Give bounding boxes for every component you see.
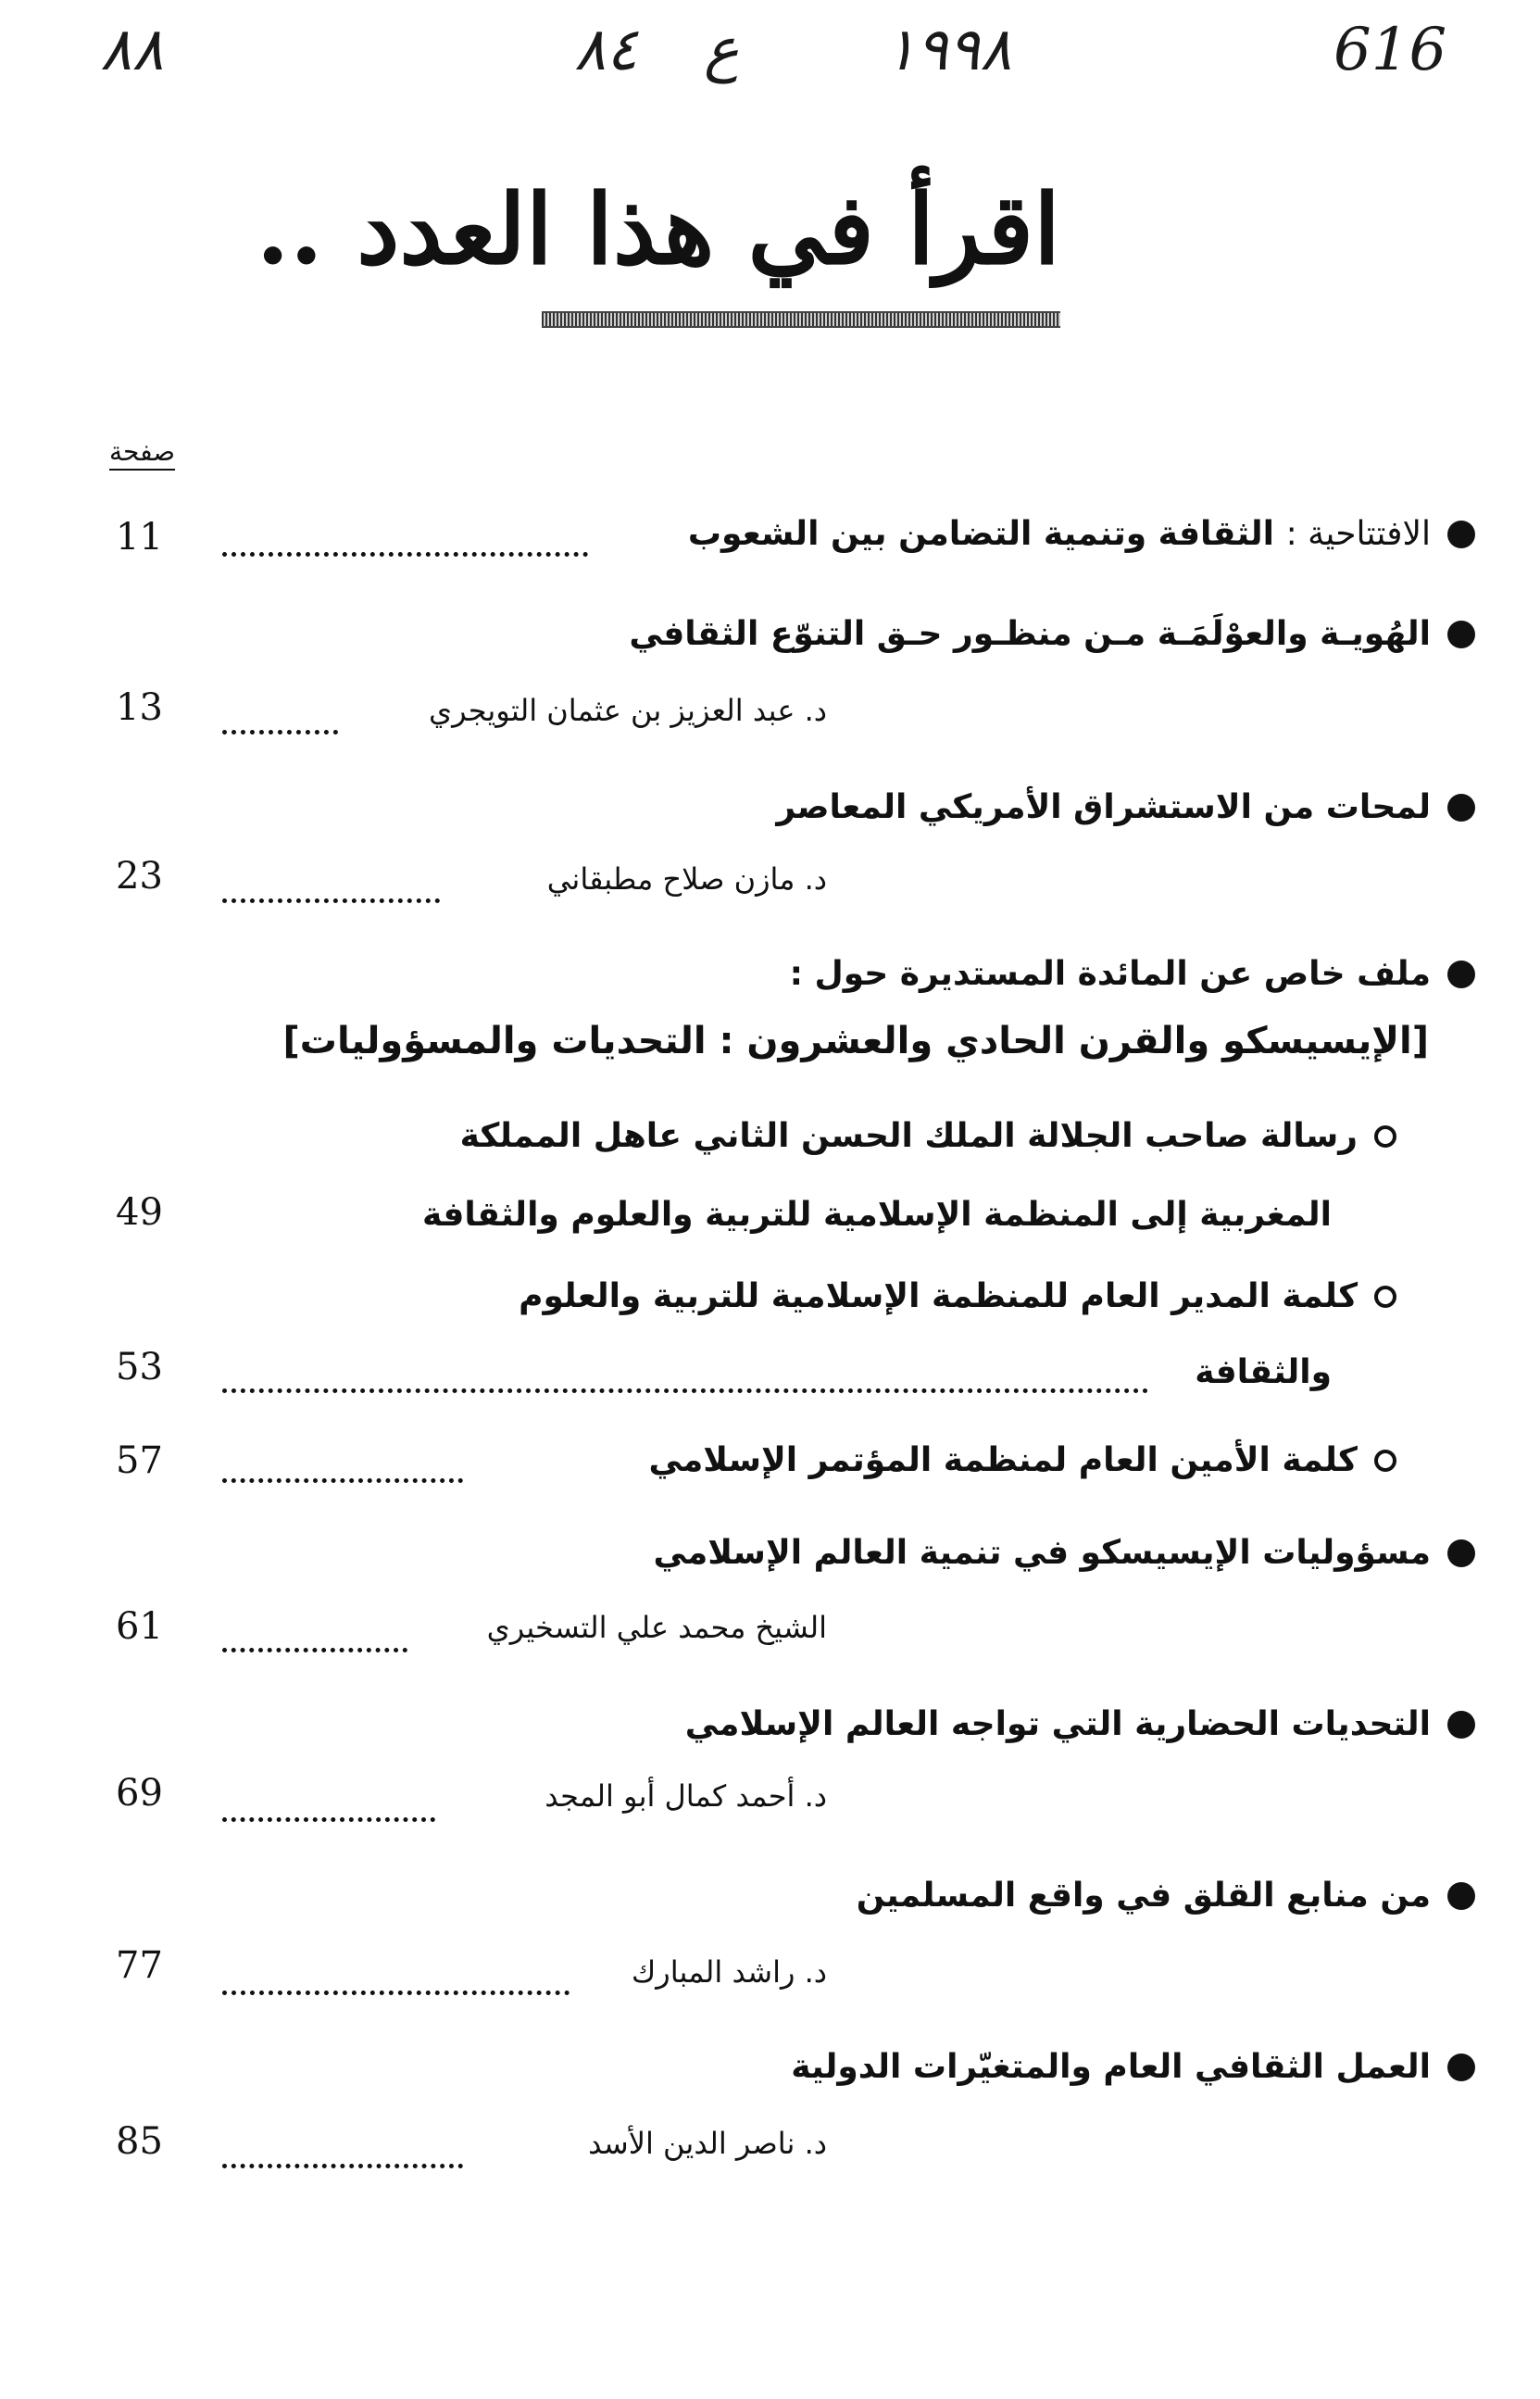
toc-entry-title: من منابع القلق في واقع المسلمين	[856, 1877, 1431, 1915]
ring-bullet-icon	[1374, 1125, 1396, 1148]
toc-page-number: 49	[116, 1191, 163, 1234]
ring-bullet-icon	[1374, 1286, 1396, 1308]
toc-page-number: 57	[116, 1439, 163, 1482]
toc-entry-author: د. مازن صلاح مطبقاني	[546, 861, 827, 897]
title-underline	[542, 311, 1060, 328]
toc-entry-sources-of-anxiety[interactable]	[857, 1876, 1475, 1915]
toc-entry-director-speech[interactable]	[519, 1276, 1396, 1316]
toc-entry-editorial[interactable]	[688, 514, 1475, 554]
handwritten-catalog-number: 616	[1333, 16, 1447, 84]
toc-page-number: 85	[116, 2120, 163, 2163]
toc-entry-title: كلمة المدير العام للمنظمة الإسلامية للتربية والعلوم	[519, 1277, 1358, 1315]
toc-entry-orientalism[interactable]	[776, 787, 1475, 827]
toc-entry-cultural-work[interactable]	[791, 2047, 1475, 2087]
toc-entry-continuation: والثقافة	[1195, 1353, 1332, 1391]
toc-entry-title: لمحات من الاستشراق الأمريكي المعاصر	[776, 788, 1431, 826]
toc-entry-author: د. ناصر الدين الأسد	[588, 2126, 827, 2161]
handwritten-year: ١٩٩٨	[884, 16, 1012, 84]
page-title-block	[256, 130, 1060, 333]
toc-entry-author: د. راشد المبارك	[631, 1954, 827, 1990]
dot-leader	[222, 1385, 1148, 1393]
dot-leader	[222, 895, 440, 903]
toc-entry-title: التحديات الحضارية التي تواجه العالم الإسلامي	[684, 1705, 1431, 1743]
ring-bullet-icon	[1374, 1450, 1396, 1472]
dot-leader	[222, 1987, 570, 1995]
toc-page-number: 69	[116, 1772, 163, 1815]
bullet-icon	[1447, 961, 1475, 988]
handwritten-issue-number: ٨٤	[574, 16, 638, 84]
bullet-icon	[1447, 794, 1475, 822]
bullet-icon	[1447, 2054, 1475, 2081]
toc-entry-prefix: الافتتاحية :	[1285, 515, 1431, 553]
bullet-icon	[1447, 621, 1475, 648]
dot-leader	[222, 1814, 435, 1822]
toc-entry-title: كلمة الأمين العام لمنظمة المؤتمر الإسلامي	[648, 1441, 1358, 1479]
page-title: اقرأ في هذا العدد ..	[256, 172, 1060, 286]
toc-page-number: 77	[116, 1944, 163, 1987]
handwritten-issue-label: ع	[704, 16, 740, 84]
dot-leader	[222, 1644, 407, 1652]
bullet-icon	[1447, 1539, 1475, 1567]
toc-entry-title: العمل الثقافي العام والمتغيّرات الدولية	[791, 2048, 1431, 2086]
toc-entry-author: د. أحمد كمال أبو المجد	[545, 1778, 827, 1814]
toc-entry-isesco-responsibilities[interactable]	[654, 1533, 1475, 1573]
toc-entry-secretary-speech[interactable]	[649, 1440, 1396, 1480]
toc-page-number: 61	[116, 1605, 163, 1648]
bullet-icon	[1447, 1711, 1475, 1739]
dot-leader	[222, 1475, 463, 1483]
toc-entry-title: الهُويـة والعوْلَمَـة مـن منظـور حـق التنوّع الثقافي	[629, 615, 1431, 653]
toc-entry-civilizational-challenges[interactable]	[685, 1704, 1475, 1744]
handwritten-page-number: ٨٨	[100, 16, 164, 84]
toc-entry-continuation: المغربية إلى المنظمة الإسلامية للتربية والعلوم والثقافة	[422, 1196, 1332, 1234]
toc-entry-title	[688, 514, 1431, 554]
toc-entry-royal-letter[interactable]	[460, 1116, 1396, 1156]
toc-entry-title: رسالة صاحب الجلالة الملك الحسن الثاني عاهل المملكة	[459, 1117, 1358, 1155]
toc-entry-author: الشيخ محمد علي التسخيري	[486, 1610, 827, 1645]
dot-leader	[222, 726, 338, 735]
bullet-icon	[1447, 521, 1475, 548]
toc-entry-author: د. عبد العزيز بن عثمان التويجري	[429, 693, 827, 728]
toc-page-number: 53	[116, 1346, 163, 1388]
toc-entry-title-text: الثقافة وتنمية التضامن بين الشعوب	[687, 515, 1286, 553]
bullet-icon	[1447, 1882, 1475, 1910]
toc-entry-title: مسؤوليات الإيسيسكو في تنمية العالم الإسلامي	[653, 1534, 1431, 1572]
page-column-label: صفحة	[109, 435, 175, 471]
toc-page-number: 13	[116, 686, 163, 729]
dot-leader	[222, 2160, 463, 2168]
toc-page-number: 23	[116, 855, 163, 898]
toc-page-number: 11	[116, 516, 163, 559]
toc-entry-title: ملف خاص عن المائدة المستديرة حول :	[789, 955, 1431, 993]
special-file-subtitle: [الإيسيسكو والقرن الحادي والعشرون : التحديات والمسؤوليات]	[282, 1020, 1429, 1062]
toc-entry-special-file[interactable]	[790, 954, 1475, 994]
dot-leader	[222, 548, 588, 557]
toc-entry-identity-globalization[interactable]	[629, 614, 1475, 654]
